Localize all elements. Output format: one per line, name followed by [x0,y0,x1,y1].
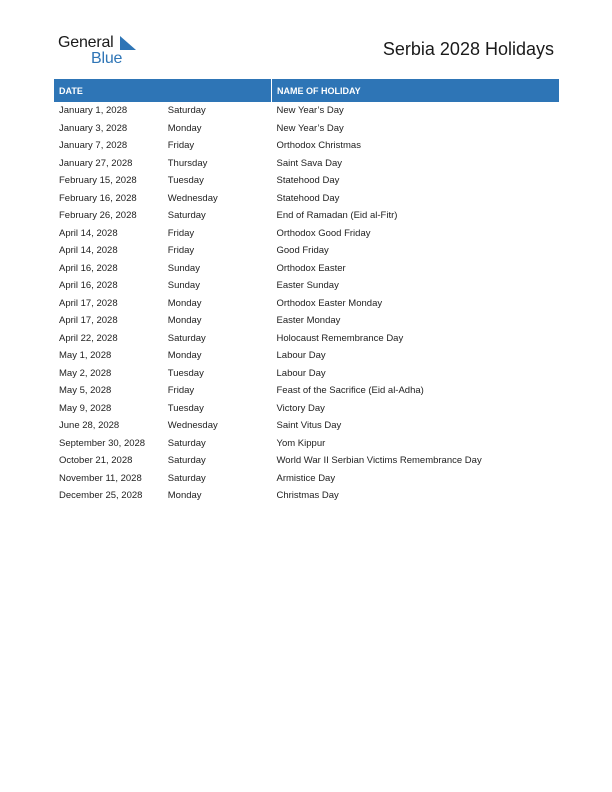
table-row [54,365,559,383]
cell-date: April 17, 2028 [59,297,118,309]
holiday-table [54,79,559,505]
cell-holiday-name: Victory Day [276,402,325,414]
table-row [54,417,559,435]
table-header-row [54,79,559,102]
table-row [54,102,559,120]
cell-holiday-name: Christmas Day [276,490,339,502]
cell-holiday-name: Labour Day [276,367,326,379]
cell-date: June 28, 2028 [59,420,120,432]
cell-date: November 11, 2028 [59,472,142,484]
cell-date: April 16, 2028 [59,280,118,292]
table-row [54,295,559,313]
cell-holiday-name: Easter Sunday [276,280,339,292]
cell-holiday-name: Statehood Day [276,175,340,187]
cell-weekday: Saturday [167,332,206,344]
table-row [54,435,559,453]
cell-holiday-name: Orthodox Easter [276,262,346,274]
cell-holiday-name: Labour Day [276,350,326,362]
table-row [54,260,559,278]
cell-holiday-name: End of Ramadan (Eid al-Fitr) [276,210,398,222]
cell-holiday-name: Orthodox Good Friday [276,227,371,239]
table-row [54,242,559,260]
table-row [54,137,559,155]
cell-weekday: Monday [167,122,202,134]
generalblue-logo [58,34,148,68]
cell-date: January 1, 2028 [59,105,128,117]
cell-weekday: Saturday [167,437,206,449]
cell-date: April 17, 2028 [59,315,118,327]
cell-holiday-name: Armistice Day [276,472,336,484]
cell-holiday-name: Statehood Day [276,192,340,204]
cell-holiday-name: Feast of the Sacrifice (Eid al-Adha) [276,385,424,397]
cell-date: May 1, 2028 [59,350,112,362]
table-row [54,347,559,365]
table-row [54,120,559,138]
cell-date: May 5, 2028 [59,385,112,397]
cell-holiday-name: Saint Vitus Day [276,420,342,432]
cell-weekday: Thursday [167,157,208,169]
cell-date: January 7, 2028 [59,140,128,152]
table-row [54,452,559,470]
cell-date: May 9, 2028 [59,402,112,414]
cell-date: April 22, 2028 [59,332,118,344]
cell-weekday: Tuesday [167,402,204,414]
cell-weekday: Tuesday [167,175,204,187]
table-row [54,487,559,505]
cell-weekday: Saturday [167,472,206,484]
cell-date: September 30, 2028 [59,437,146,449]
table-row [54,400,559,418]
cell-weekday: Friday [167,245,195,257]
page-title: Serbia 2028 Holidays [382,39,554,59]
table-row [54,312,559,330]
column-header-date: DATE [54,79,272,102]
cell-weekday: Wednesday [167,420,218,432]
cell-date: January 27, 2028 [59,157,133,169]
cell-weekday: Monday [167,490,202,502]
cell-holiday-name: Orthodox Christmas [276,140,361,152]
table-row [54,225,559,243]
cell-weekday: Sunday [167,262,200,274]
cell-weekday: Saturday [167,210,206,222]
cell-date: April 14, 2028 [59,245,118,257]
cell-weekday: Friday [167,227,195,239]
table-row [54,470,559,488]
cell-weekday: Friday [167,140,195,152]
column-header-name: NAME OF HOLIDAY [277,85,361,96]
cell-date: December 25, 2028 [59,490,143,502]
cell-date: February 16, 2028 [59,192,137,204]
cell-holiday-name: World War II Serbian Victims Remembrance Day [276,455,482,467]
table-row [54,382,559,400]
table-row [54,330,559,348]
cell-date: February 15, 2028 [59,175,137,187]
cell-holiday-name: Orthodox Easter Monday [276,297,383,309]
table-body [54,102,559,505]
table-row [54,155,559,173]
cell-holiday-name: Good Friday [276,245,329,257]
cell-date: April 16, 2028 [59,262,118,274]
cell-weekday: Tuesday [167,367,204,379]
cell-holiday-name: Easter Monday [276,315,341,327]
cell-weekday: Monday [167,297,202,309]
cell-date: January 3, 2028 [59,122,128,134]
cell-holiday-name: Holocaust Remembrance Day [276,332,404,344]
logo-text-general: General [58,34,114,51]
cell-weekday: Friday [167,385,195,397]
cell-weekday: Monday [167,315,202,327]
cell-holiday-name: Saint Sava Day [276,157,342,169]
logo-text-blue: Blue [91,50,123,67]
cell-date: February 26, 2028 [59,210,137,222]
cell-weekday: Monday [167,350,202,362]
cell-date: October 21, 2028 [59,455,133,467]
table-row [54,277,559,295]
table-row [54,207,559,225]
cell-date: May 2, 2028 [59,367,112,379]
table-row [54,190,559,208]
cell-holiday-name: New Year’s Day [276,122,344,134]
table-row [54,172,559,190]
cell-holiday-name: New Year’s Day [276,105,344,117]
cell-weekday: Sunday [167,280,200,292]
cell-weekday: Wednesday [167,192,218,204]
cell-date: April 14, 2028 [59,227,118,239]
cell-weekday: Saturday [167,455,206,467]
cell-weekday: Saturday [167,105,206,117]
cell-holiday-name: Yom Kippur [276,437,326,449]
logo-triangle-icon [120,36,136,50]
